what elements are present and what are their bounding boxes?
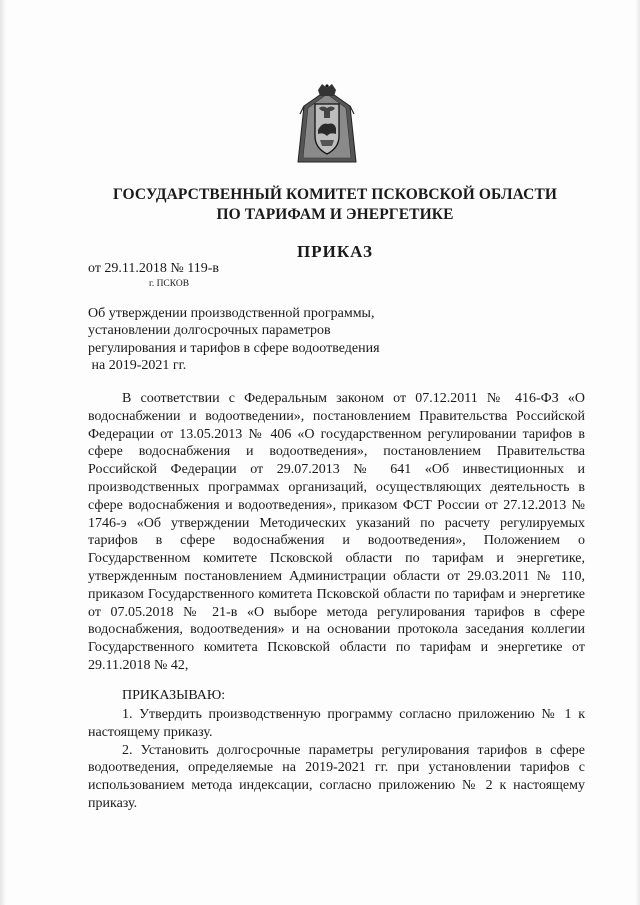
scan-shadow-right (635, 0, 640, 905)
order-items (88, 706, 585, 813)
order-item: 1. Утвердить производственную программу согласно приложению № 1 к настоящему приказу. (88, 707, 585, 740)
document-subject (88, 305, 418, 375)
document-date-number: от 29.11.2018 № 119-в (88, 261, 220, 276)
order-item: 2. Установить долгосрочные параметры регулирования тарифов в сфере водоотведения, определяемые на 2019-2021 гг. при установлении тарифов с использованием метода индексации, согласно приложению № 2 к настоящему приказу. (88, 742, 585, 811)
pskov-coat-of-arms-icon (294, 84, 360, 168)
organization-title (80, 185, 590, 225)
document-type-heading: ПРИКАЗ (297, 242, 373, 261)
order-directive-word: ПРИКАЗЫВАЮ: (122, 688, 226, 703)
document-preamble (88, 390, 585, 675)
preamble-paragraph: В соответствии с Федеральным законом от 07.12.2011 № 416-ФЗ «О водоснабжении и водоотведении», постановлением Правительства Российской Федерации от 13.05.2013 № 406 «О государственном регулировании тарифов в сфере водоснабжения и водоотведения», постановлением Правительства Российской Федерации от 29.07.2013 № 641 «Об инвестиционных и производственных программах организаций, осуществляющих деятельность в сфере водоснабжения и водоотведения», приказом ФСТ России от 27.12.2013 № 1746-э «Об утверждении Методических указаний по расчету регулируемых тарифов в сфере водоснабжения и водоотведения», Положением о Государственном комитете Псковской области по тарифам и энергетике, утвержденным постановлением Администрации области от 29.03.2011 № 110, приказом Государственного комитета Псковской области по тарифам и энергетике от 07.05.2018 № 21-в «О выборе метода регулирования тарифов в сфере водоснабжения, водоотведения» и на основании протокола заседания коллегии Государственного комитета Псковской области по тарифам и энергетике от 29.11.2018 № 42, (88, 391, 585, 673)
subject-line: на 2019-2021 гг. (88, 358, 187, 374)
document-city: г. ПСКОВ (149, 279, 190, 289)
subject-line: регулирования и тарифов в сфере водоотведения (88, 340, 380, 356)
subject-line: Об утверждении производственной программы, (88, 306, 375, 321)
scan-shadow-left (0, 0, 6, 905)
organization-title-line2: ПО ТАРИФАМ И ЭНЕРГЕТИКЕ (216, 206, 454, 223)
subject-line: установлении долгосрочных параметров (88, 323, 331, 339)
organization-title-line1: ГОСУДАРСТВЕННЫЙ КОМИТЕТ ПСКОВСКОЙ ОБЛАСТИ (112, 186, 558, 203)
